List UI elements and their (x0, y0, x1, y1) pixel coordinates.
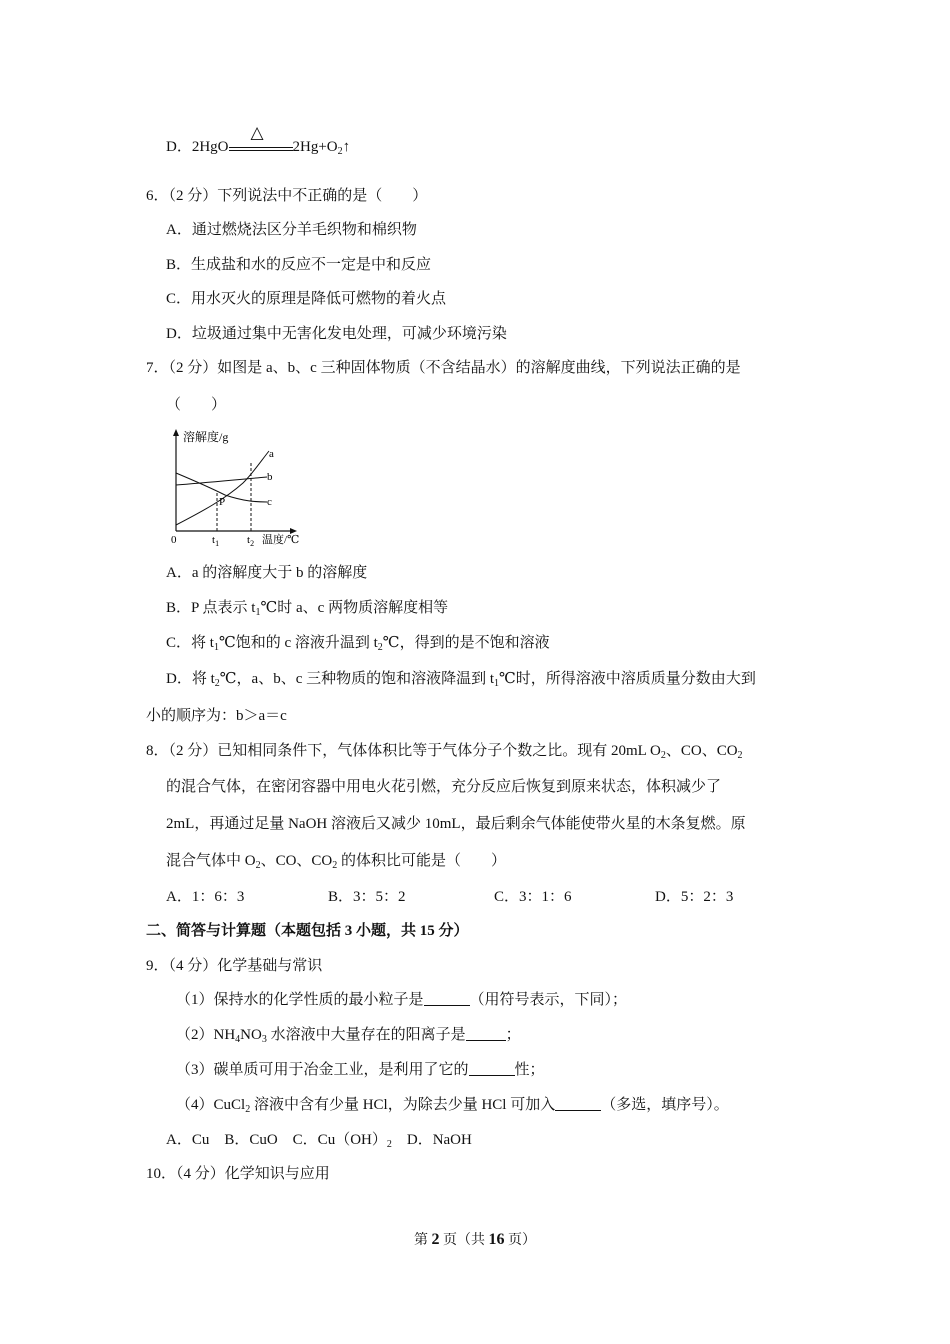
q7-stem: 7．（2 分）如图是 a、b、c 三种固体物质（不含结晶水）的溶解度曲线，下列说法正确的是 (146, 360, 741, 376)
q8-option-d: D．5：2：3 (655, 889, 734, 905)
page-number: 2 (431, 1231, 440, 1248)
total-pages: 16 (488, 1231, 505, 1248)
equals-line-top (229, 147, 293, 148)
q8-option-c: C．3：1：6 (494, 889, 572, 905)
section-heading: 二、简答与计算题（本题包括 3 小题，共 15 分） (146, 923, 469, 939)
q7-option-c: C．将 $t_1℃$饱和的 c 溶液升温到 $t_2℃$，得到的是不饱和溶液 (166, 635, 550, 653)
gas-arrow-icon: ↑ (342, 139, 351, 155)
option-label: D． (166, 139, 192, 155)
q8-line-4: 混合气体中 $O_2$、CO、$CO_2$ 的体积比可能是（ ） (166, 853, 507, 871)
q7-option-b: B．P 点表示 $t_1℃$时 a、c 两物质溶解度相等 (166, 600, 449, 618)
curve-b (176, 477, 267, 485)
q7-option-d: D．将 $t_2℃$，a、b、c 三种物质的饱和溶液降温到 $t_1℃$时，所得溶液中溶质质量分数由大到 (166, 671, 756, 689)
q8-option-b: B．3：5：2 (328, 889, 406, 905)
q6-option-a: A．通过燃烧法区分羊毛织物和棉织物 (166, 222, 417, 238)
q9-sub-4: （4）CuCl$_2$ 溶液中含有少量 HCl，为除去少量 HCl 可加入 （多选，填序号）。 (176, 1097, 729, 1115)
q8-line-2: 的混合气体，在密闭容器中用电火花引燃，充分反应后恢复到原来状态，体积减少了 (166, 779, 722, 795)
q10-stem: 10．（4 分）化学知识与应用 (146, 1166, 330, 1182)
t2-label: $t_2$ (247, 534, 255, 547)
subscript: 2 (337, 146, 343, 157)
q7-paren: （ ） (166, 397, 227, 413)
x-axis-label: 温度/℃ (262, 534, 300, 546)
heat-condition-icon: △ (250, 123, 264, 142)
reaction-arrow (229, 123, 293, 157)
q9-sub-2: $(2)NH_4NO_3$ 水溶液中大量存在的阳离子是 ； (176, 1027, 521, 1045)
y-axis-arrow-icon (173, 429, 179, 436)
q6-stem: 6．（2 分）下列说法中不正确的是（ ） (146, 188, 428, 204)
q6-option-c: C．用水灭火的原理是降低可燃物的着火点 (166, 291, 447, 307)
curve-c-label: c (267, 496, 272, 508)
curve-a-label: a (269, 448, 274, 460)
q5-option-d (166, 123, 351, 162)
q9-stem: 9．（4 分）化学基础与常识 (146, 958, 323, 974)
q9-sub-3: （3）碳单质可用于冶金工业，是利用了它的 性； (176, 1062, 545, 1078)
equation-product: 2Hg+O (292, 139, 338, 155)
q8-option-a: A．1：6：3 (166, 889, 245, 905)
q9-choices: A．Cu B．CuO C．$Cu(OH)_2$ D．NaOH (166, 1132, 472, 1150)
answer-blank[interactable] (555, 1096, 601, 1111)
curve-b-label: b (267, 471, 273, 483)
origin-label: 0 (171, 534, 177, 546)
answer-blank[interactable] (466, 1026, 506, 1041)
q8-line-3: 2mL，再通过足量 NaOH 溶液后又减少 10mL，最后剩余气体能使带火星的木条复燃。原 (166, 816, 746, 832)
solubility-chart (163, 427, 313, 547)
q6-option-b: B．生成盐和水的反应不一定是中和反应 (166, 257, 432, 273)
equals-line-bottom (229, 150, 293, 151)
t1-label: $t_1$ (212, 534, 220, 547)
point-p-label: P (219, 496, 226, 508)
q8-line-1: 8．（2 分）已知相同条件下，气体体积比等于气体分子个数之比。现有 20mL $O_2$、CO、$CO_2$ (146, 743, 743, 761)
q7-option-a: A．a 的溶解度大于 b 的溶解度 (166, 565, 368, 581)
y-axis-label: 溶解度/g (183, 430, 229, 444)
curve-a (176, 451, 269, 525)
equation-reactant: 2HgO (191, 139, 229, 155)
q9-sub-1: （1）保持水的化学性质的最小粒子是 （用符号表示，下同）； (176, 992, 628, 1008)
answer-blank[interactable] (469, 1061, 515, 1076)
q7-option-d-cont: 小的顺序为：b＞a＝c (146, 708, 287, 724)
answer-blank[interactable] (424, 991, 470, 1006)
page-footer: 第 2 页（共 16 页） (414, 1231, 536, 1248)
q6-option-d: D．垃圾通过集中无害化发电处理，可减少环境污染 (166, 326, 507, 342)
